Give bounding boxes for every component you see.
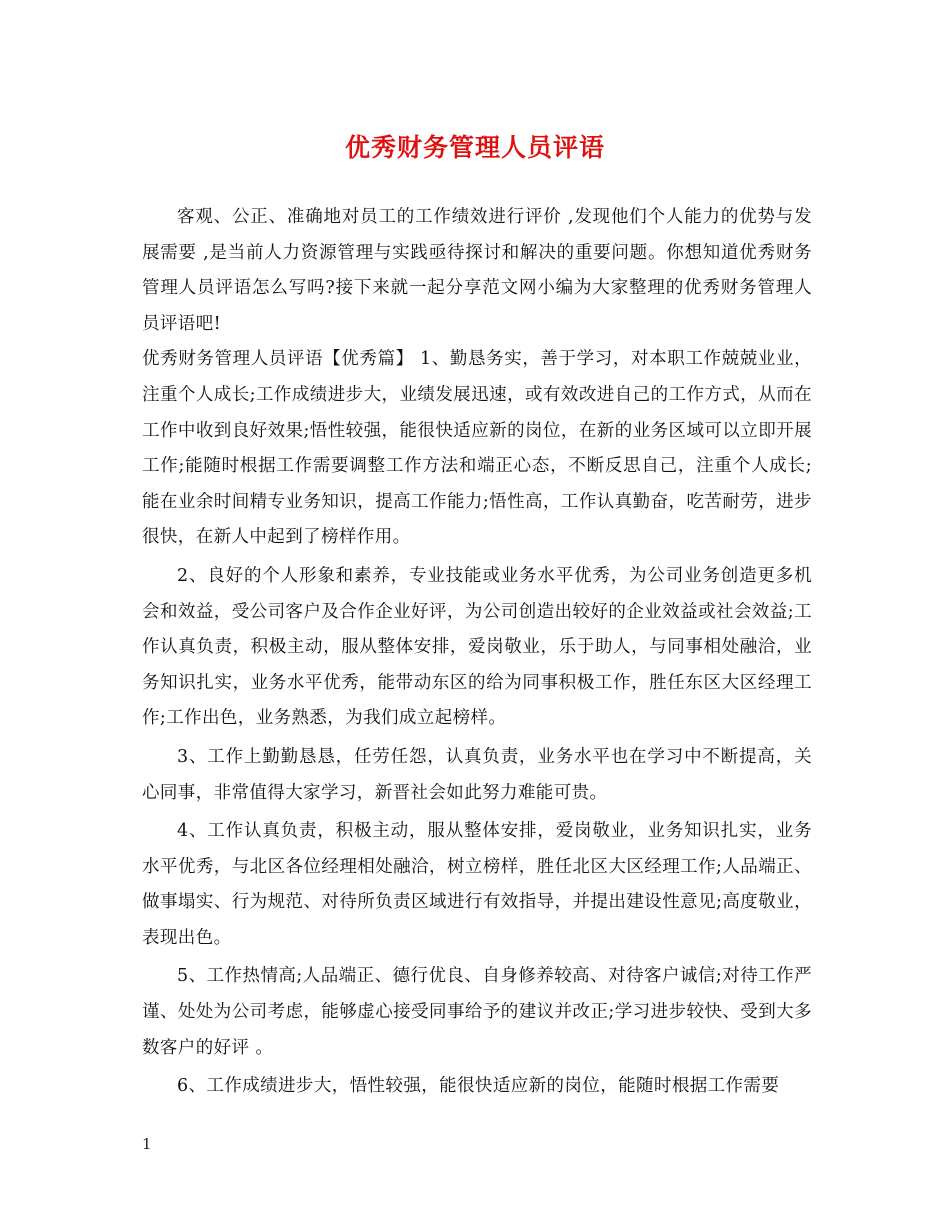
section-heading: 优秀财务管理人员评语【优秀篇】: [142, 349, 414, 370]
item-4-paragraph: 4、工作认真负责，积极主动，服从整体安排，爱岗敬业，业务知识扎实，业务水平优秀，与北区各位经理相处融洽，树立榜样，胜任北区大区经理工作;人品端正、做事塌实、行为规范、对待所负责区域进行有效指导，并提出建设性意见;高度敬业，表现出色。: [142, 821, 812, 948]
document-body: [142, 200, 812, 1105]
intro-paragraph: 客观、公正、准确地对员工的工作绩效进行评价 ,发现他们个人能力的优势与发展需要 ,是当前人力资源管理与实践亟待探讨和解决的重要问题。你想知道优秀财务管理人员评语怎么写吗?接下来就一起分享范文网小编为大家整理的优秀财务管理人员评语吧!: [142, 207, 812, 334]
page-number: 1: [142, 1135, 152, 1153]
item-6-paragraph: 6、工作成绩进步大，悟性较强，能很快适应新的岗位，能随时根据工作需要: [177, 1076, 780, 1097]
item-5-paragraph: 5、工作热情高;人品端正、德行优良、自身修养较高、对待客户诚信;对待工作严谨、处处为公司考虑，能够虚心接受同事给予的建议并改正;学习进步较快、受到大多数客户的好评 。: [142, 966, 812, 1058]
item-3-paragraph: 3、工作上勤勤恳恳，任劳任怨，认真负责，业务水平也在学习中不断提高，关心同事，非常值得大家学习，新晋社会如此努力难能可贵。: [142, 746, 812, 803]
item-1-text: 1、勤恳务实，善于学习，对本职工作兢兢业业，注重个人成长;工作成绩进步大，业绩发展迅速，或有效改进自己的工作方式，从而在工作中收到良好效果;悟性较强，能很快适应新的岗位，在新的业务区域可以立即开展工作;能随时根据工作需要调整工作方法和端正心态，不断反思自己，注重个人成长;能在业余时间精专业务知识，提高工作能力;悟性高，工作认真勤奋，吃苦耐劳，进步很快，在新人中起到了榜样作用。: [142, 349, 812, 548]
item-2-paragraph: 2、良好的个人形象和素养，专业技能或业务水平优秀，为公司业务创造更多机会和效益，受公司客户及合作企业好评，为公司创造出较好的企业效益或社会效益;工作认真负责，积极主动，服从整体安排，爱岗敬业，乐于助人，与同事相处融洽，业务知识扎实，业务水平优秀，能带动东区的给为同事积极工作，胜任东区大区经理工作;工作出色，业务熟悉，为我们成立起榜样。: [142, 565, 812, 729]
document-title: 优秀财务管理人员评语: [344, 133, 605, 162]
section-paragraph: [142, 342, 812, 556]
